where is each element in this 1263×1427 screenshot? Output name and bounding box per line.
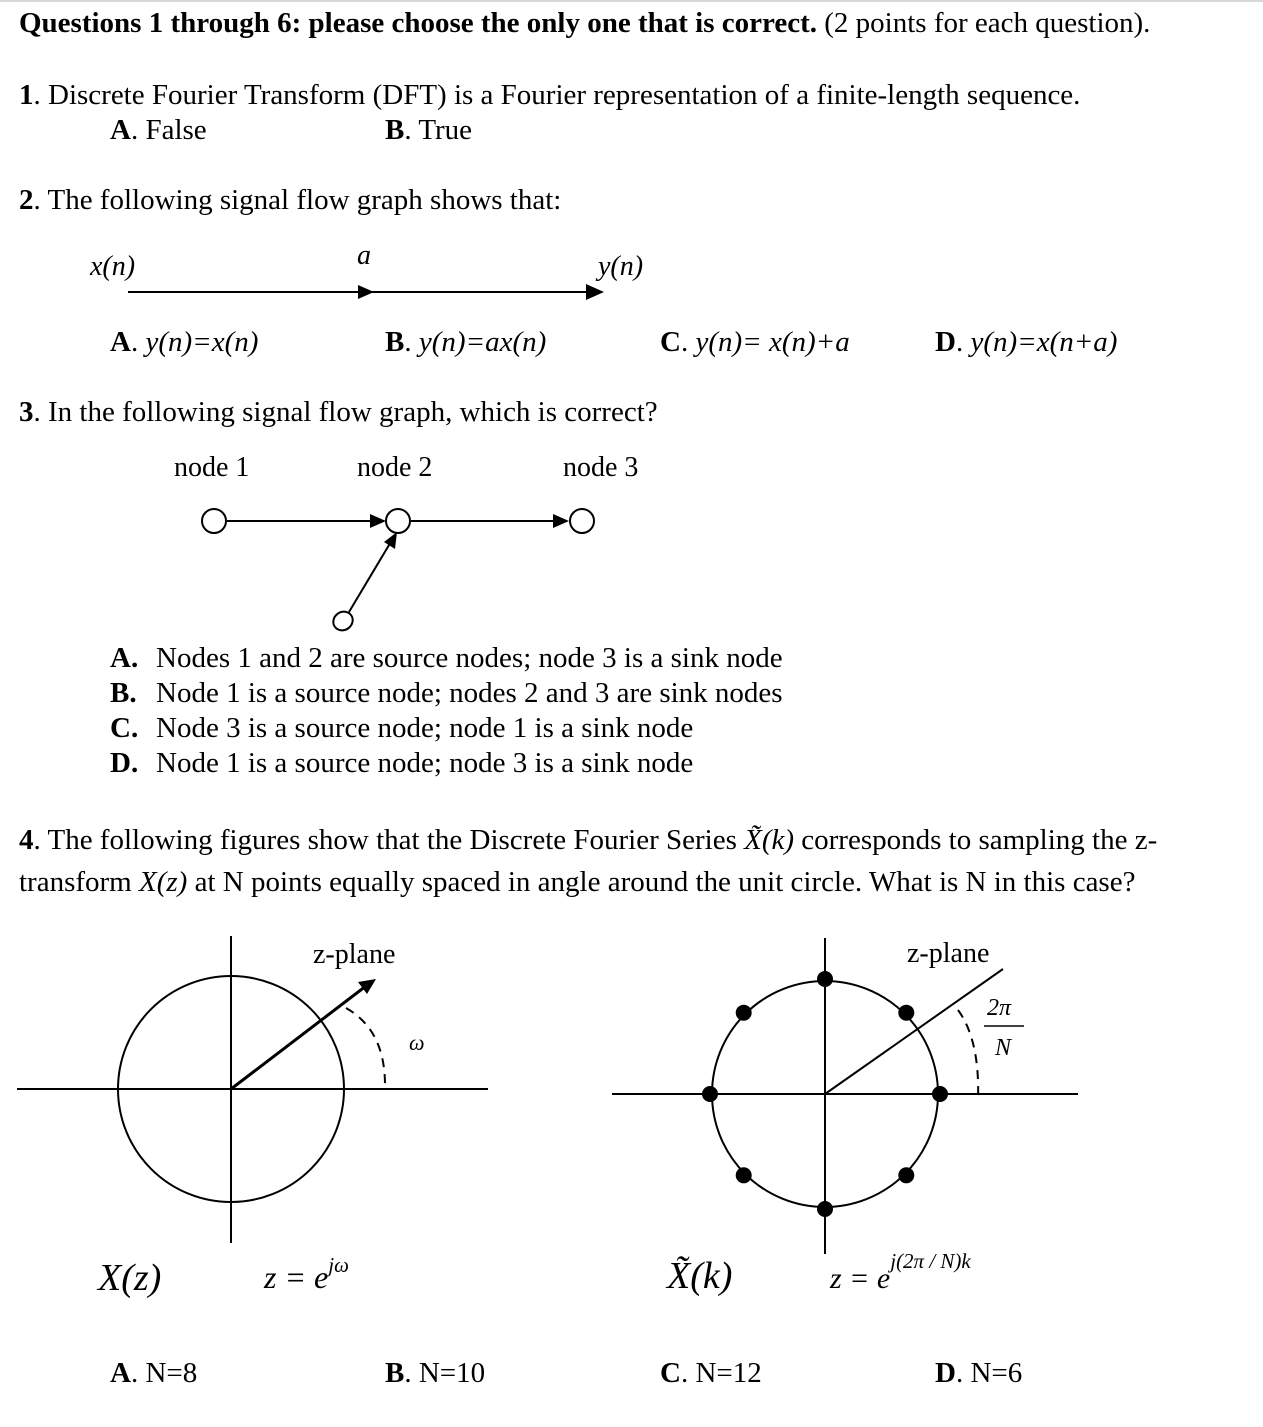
angle-denominator: N (995, 1035, 1012, 1061)
z-plane-label: z-plane (313, 939, 396, 970)
question-text: . The following signal flow graph shows that: (33, 184, 562, 216)
q4-option-a[interactable]: A. N=8 (110, 1357, 198, 1389)
output-label: y(n) (598, 251, 644, 282)
q1-option-b[interactable]: B. True (385, 114, 473, 146)
z-equation: $z = e^{j(2\pi / N)k}$ (830, 1249, 971, 1295)
sample-point (702, 1086, 718, 1102)
q2-option-b[interactable]: B. y(n)=ax(n) (385, 326, 547, 358)
instructions-bold: Questions 1 through 6: please choose the only one that is correct. (19, 7, 818, 39)
q4-option-d[interactable]: D. N=6 (935, 1357, 1023, 1389)
radius-line (825, 969, 1003, 1094)
q3-option-b[interactable]: B. Node 1 is a source node; nodes 2 and 3 are sink nodes (110, 677, 783, 709)
sample-point (898, 1167, 914, 1183)
instructions-points: (2 points for each question). (817, 7, 1151, 39)
node-3-label: node 3 (563, 452, 639, 483)
question-number: 4 (19, 824, 34, 856)
question-text: . Discrete Fourier Transform (DFT) is a Fourier representation of a finite-length sequence. (33, 79, 1081, 111)
question-number: 3 (19, 396, 34, 428)
q3-option-a[interactable]: A. Nodes 1 and 2 are source nodes; node 3 is a sink node (110, 642, 783, 674)
angle-numerator: 2π (987, 995, 1012, 1021)
q3-option-d[interactable]: D. Node 1 is a source node; node 3 is a sink node (110, 747, 694, 779)
sample-point (817, 971, 833, 987)
question-number: 1 (19, 79, 34, 111)
question-number: 2 (19, 184, 34, 216)
q2-option-c[interactable]: C. y(n)= x(n)+a (660, 326, 850, 358)
sample-point (898, 1005, 914, 1021)
question-text: . In the following signal flow graph, which is correct? (33, 396, 658, 428)
gain-label: a (357, 240, 371, 271)
q3-option-c[interactable]: C. Node 3 is a source node; node 1 is a sink node (110, 712, 694, 744)
q2-option-a[interactable]: A. y(n)=x(n) (110, 326, 259, 358)
xz-label: X(z) (98, 1257, 162, 1299)
node-1-label: node 1 (174, 452, 250, 483)
q1-option-a[interactable]: A. False (110, 114, 207, 146)
angle-arc (958, 1010, 978, 1100)
q4-option-b[interactable]: B. N=10 (385, 1357, 486, 1389)
z-plane-label: z-plane (907, 938, 990, 969)
xk-label: X̃(k) (667, 1255, 733, 1297)
dfs-symbol: X̃(k) (744, 824, 795, 856)
sample-point (932, 1086, 948, 1102)
z-transform-symbol: X(z) (139, 866, 188, 898)
sample-point (736, 1005, 752, 1021)
z-equation: $z = e^{j\omega}$ (264, 1253, 349, 1295)
sample-point (736, 1167, 752, 1183)
input-label: x(n) (90, 251, 136, 282)
question-4-line-1: 4. The following figures show that the Discrete Fourier Series X̃(k) corresponds to sampling the z- (19, 824, 1158, 856)
question-4-line-2: transform X(z) at N points equally spaced in angle around the unit circle. What is N in this case? (19, 866, 1136, 898)
node-2-label: node 2 (357, 452, 433, 483)
q4-option-c[interactable]: C. N=12 (660, 1357, 762, 1389)
sample-point (817, 1201, 833, 1217)
q2-option-d[interactable]: D. y(n)=x(n+a) (935, 326, 1118, 358)
omega-label: ω (409, 1030, 425, 1055)
